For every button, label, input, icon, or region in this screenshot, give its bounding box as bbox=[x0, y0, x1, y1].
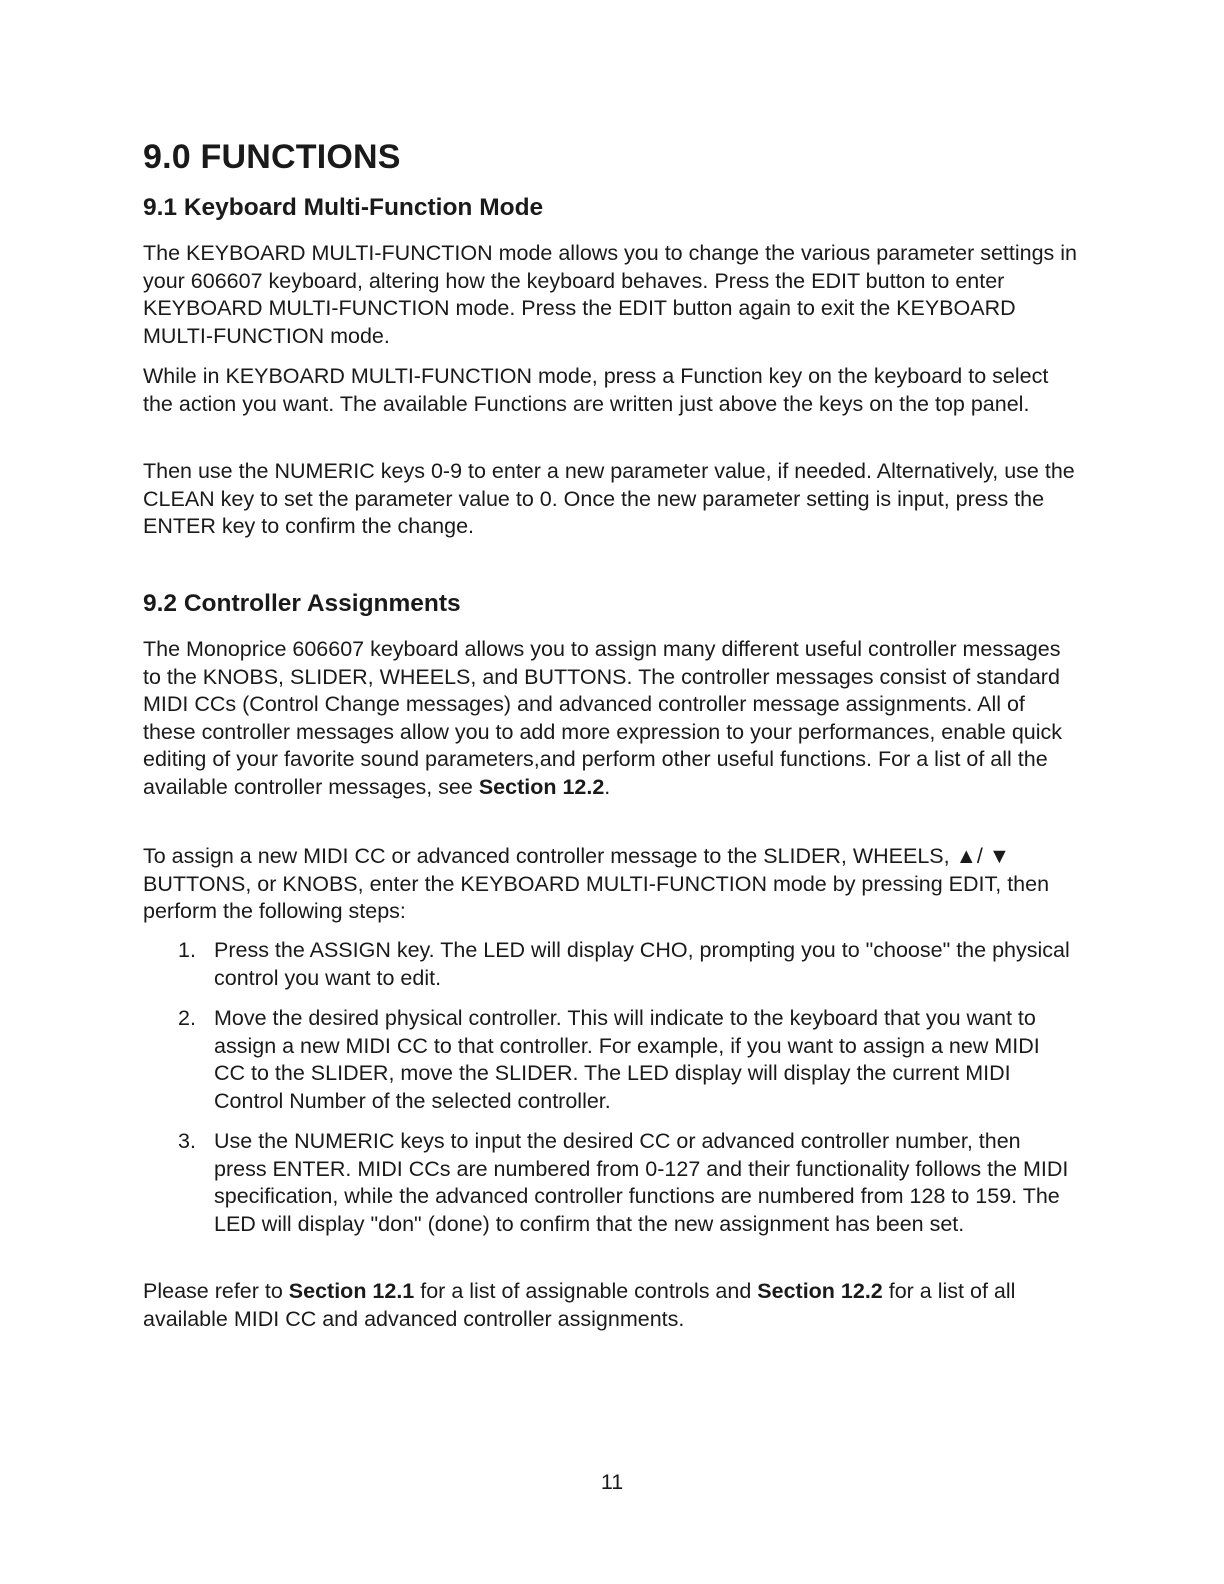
section-12-2-reference: Section 12.2 bbox=[478, 774, 605, 799]
section-9-2-paragraph-2: To assign a new MIDI CC or advanced controller message to the SLIDER, WHEELS, ▲/ ▼ BUTTONS, or KNOBS, enter the KEYBOARD MULTI-FUNCTION mode by pressing EDIT, then perform the following steps: bbox=[143, 844, 1050, 923]
section-9-1-paragraph-1: The KEYBOARD MULTI-FUNCTION mode allows you to change the various parameter settings in your 606607 keyboard, altering how the keyboard behaves. Press the EDIT button to enter KEYBOARD MULTI-FUNCTION mode. Press the EDIT button again to exit the KEYBOARD MULTI-FUNCTION mode. bbox=[143, 241, 1078, 348]
section-9-2-title: 9.2 Controller Assignments bbox=[143, 590, 461, 617]
closing-paragraph: Please refer to Section 12.1 for a list of assignable controls and Section 12.2 for a list of all available MIDI CC and advanced controller assignments. bbox=[143, 1279, 1016, 1331]
section-9-2-paragraph-1: The Monoprice 606607 keyboard allows you to assign many different useful controller messages to the KNOBS, SLIDER, WHEELS, and BUTTONS. The controller messages consist of standard MIDI CCs (Control Change messages) and advanced controller message assignments. All of these controller messages allow you to add more expression to your performances, enable quick editing of your favorite sound parameters,and perform other useful functions. For a list of all the available controller messages, see Section 12.2. bbox=[143, 637, 1063, 799]
section-9-1-title: 9.1 Keyboard Multi-Function Mode bbox=[143, 194, 544, 221]
page-number: 11 bbox=[600, 1470, 624, 1494]
section-9-1-paragraph-2: While in KEYBOARD MULTI-FUNCTION mode, press a Function key on the keyboard to select the action you want. The available Functions are written just above the keys on the top panel. bbox=[143, 364, 1049, 416]
section-9-1-paragraph-3: Then use the NUMERIC keys 0-9 to enter a new parameter value, if needed. Alternatively, use the CLEAN key to set the parameter value to 0. Once the new parameter setting is input, press the ENTER key to confirm the change. bbox=[143, 459, 1075, 538]
section-12-2-reference: Section 12.2 bbox=[757, 1279, 883, 1303]
section-12-1-reference: Section 12.1 bbox=[288, 1279, 415, 1303]
page-title: 9.0 FUNCTIONS bbox=[143, 138, 401, 176]
